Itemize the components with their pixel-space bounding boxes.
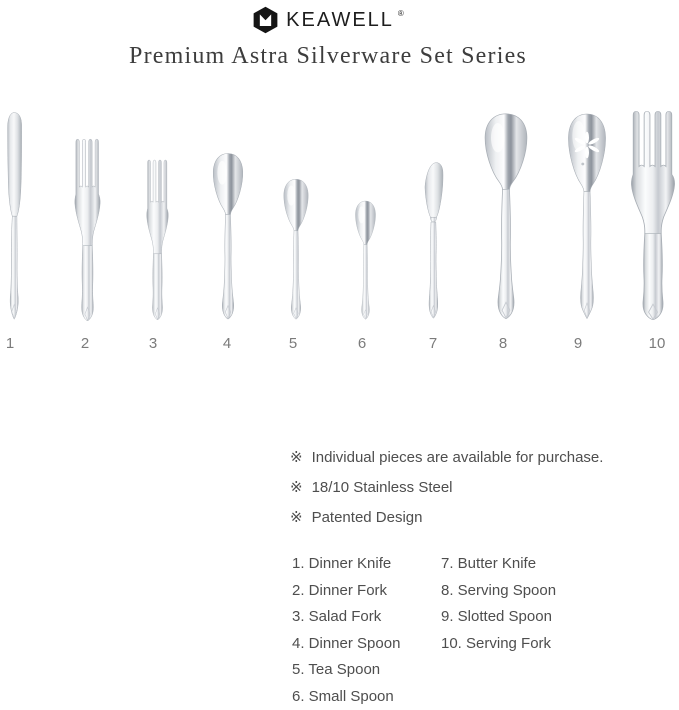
note-line	[290, 472, 603, 502]
piece-image-dinner-knife	[3, 112, 25, 320]
legend-item: 8. Serving Spoon	[441, 578, 556, 605]
piece-image-dinner-fork	[74, 138, 101, 321]
piece-image-salad-fork	[146, 159, 169, 320]
legend	[292, 551, 556, 710]
legend-item: 2. Dinner Fork	[292, 578, 441, 605]
piece-number: 5	[278, 335, 308, 352]
legend-item: 9. Slotted Spoon	[441, 604, 556, 631]
note-text: Patented Design	[312, 509, 423, 526]
legend-item: 5. Tea Spoon	[292, 657, 441, 684]
reference-mark: ※	[290, 478, 303, 496]
legend-item: 1. Dinner Knife	[292, 551, 441, 578]
piece-number: 8	[488, 335, 518, 352]
legend-item: 4. Dinner Spoon	[292, 631, 441, 658]
piece-image-tea-spoon	[282, 178, 310, 320]
piece-number: 2	[70, 335, 100, 352]
piece-image-small-spoon	[354, 200, 377, 320]
legend-item: 10. Serving Fork	[441, 631, 556, 658]
page-title: Premium Astra Silverware Set Series	[0, 43, 656, 70]
piece-image-slotted-spoon	[565, 112, 609, 320]
note-text: Individual pieces are available for purchase.	[312, 449, 604, 466]
note-text: 18/10 Stainless Steel	[312, 479, 453, 496]
piece-image-dinner-spoon	[211, 152, 245, 320]
reference-mark: ※	[290, 448, 303, 466]
piece-number: 4	[212, 335, 242, 352]
piece-image-serving-spoon	[482, 112, 530, 320]
notes	[290, 442, 603, 532]
legend-column-1	[292, 551, 441, 710]
registered-trademark-symbol: ®	[398, 9, 404, 18]
piece-image-serving-fork	[630, 110, 676, 320]
piece-image-butter-knife	[421, 161, 445, 320]
note-line	[290, 502, 603, 532]
piece-number: 9	[563, 335, 593, 352]
brand-name: KEAWELL	[286, 9, 394, 32]
piece-number: 6	[347, 335, 377, 352]
legend-item: 6. Small Spoon	[292, 684, 441, 710]
legend-item: 7. Butter Knife	[441, 551, 556, 578]
piece-number: 7	[418, 335, 448, 352]
legend-column-2	[441, 551, 556, 710]
piece-number: 3	[138, 335, 168, 352]
piece-number: 1	[0, 335, 25, 352]
legend-item: 3. Salad Fork	[292, 604, 441, 631]
note-line	[290, 442, 603, 472]
reference-mark: ※	[290, 508, 303, 526]
piece-number: 10	[642, 335, 672, 352]
